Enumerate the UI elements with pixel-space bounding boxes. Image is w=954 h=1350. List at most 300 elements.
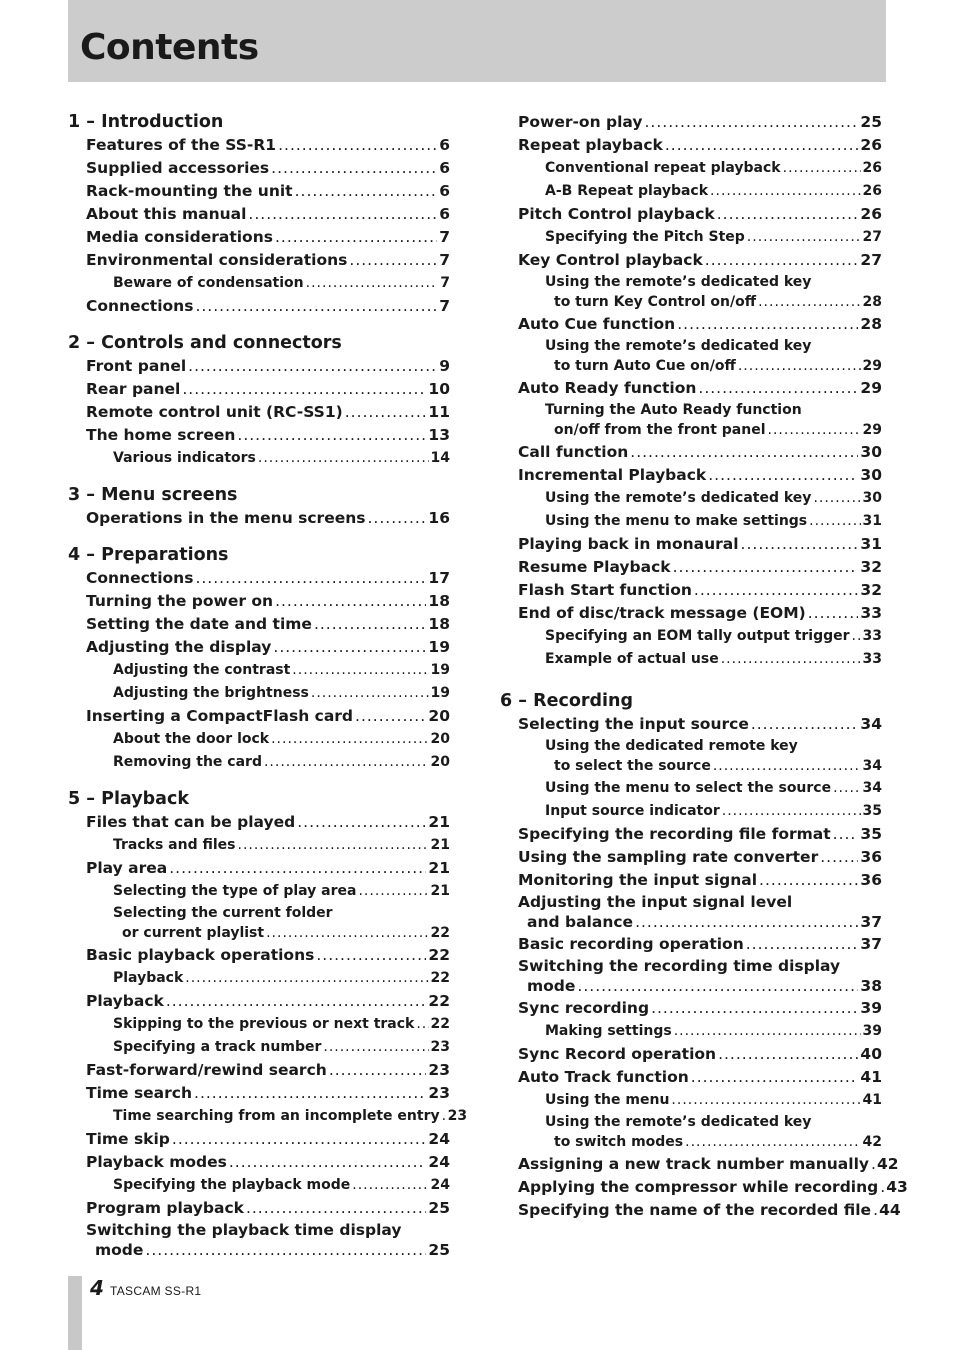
section-heading: 6 – Recording: [500, 691, 633, 711]
entry-page-number: 19: [430, 662, 450, 678]
toc-entry[interactable]: [500, 226, 882, 249]
entry-page-number: 29: [862, 422, 882, 438]
entry-title: Repeat playback: [518, 136, 663, 154]
toc-entry[interactable]: [68, 705, 450, 728]
entry-title: Specifying the recording file format: [518, 825, 831, 843]
entry-title-continued: mode: [527, 977, 576, 995]
entry-page-number: 21: [428, 813, 450, 831]
entry-title: Time searching from an incomplete entry: [113, 1108, 440, 1124]
dot-leader: [674, 1020, 861, 1043]
footer-bar: [68, 1276, 82, 1350]
entry-title: Specifying an EOM tally output trigger: [545, 628, 850, 644]
entry-title: Files that can be played: [86, 813, 296, 831]
toc-entry[interactable]: [500, 313, 882, 336]
entry-title: Using the menu to make settings: [545, 513, 808, 529]
toc-entry[interactable]: [500, 869, 882, 892]
entry-page-number: 32: [860, 581, 882, 599]
entry-page-number: 25: [428, 1241, 450, 1259]
entry-title: Using the remote’s dedicated key: [545, 1114, 812, 1130]
dot-leader: [651, 997, 858, 1020]
dot-leader: [195, 295, 437, 318]
toc-entry[interactable]: [500, 892, 882, 933]
entry-title: Key Control playback: [518, 251, 703, 269]
toc-entry[interactable]: [500, 464, 882, 487]
entry-title: A-B Repeat playback: [545, 183, 709, 199]
toc-entry[interactable]: [500, 377, 882, 400]
entry-title: Using the sampling rate converter: [518, 848, 819, 866]
dot-leader: [677, 313, 858, 336]
dot-leader: [367, 507, 426, 530]
entry-page-number: 34: [862, 780, 882, 796]
toc-entry[interactable]: [68, 203, 450, 226]
toc-entry[interactable]: [500, 134, 882, 157]
dot-leader: [747, 226, 861, 249]
dot-leader: [630, 441, 858, 464]
entry-title: Playing back in monaural: [518, 535, 739, 553]
toc-entry[interactable]: [68, 1220, 450, 1261]
entry-title: Remote control unit (RC-SS1): [86, 403, 343, 421]
entry-page-number: 19: [428, 638, 450, 656]
dot-leader: [746, 933, 859, 956]
toc-entry[interactable]: [500, 1176, 908, 1199]
dot-leader: [295, 180, 438, 203]
dot-leader: [783, 157, 861, 180]
toc-entry[interactable]: [500, 180, 882, 203]
dot-leader: [671, 1089, 860, 1112]
toc-entry[interactable]: [68, 1036, 450, 1059]
dot-leader: [238, 834, 429, 857]
entry-page-number: 39: [860, 999, 882, 1017]
entry-title: Playback modes: [86, 1153, 227, 1171]
toc-entry[interactable]: [500, 823, 882, 846]
entry-page-number: 37: [860, 913, 882, 931]
toc-entry[interactable]: [68, 1128, 450, 1151]
entry-title: Applying the compressor while recording: [518, 1178, 879, 1196]
entry-title: Auto Track function: [518, 1068, 689, 1086]
dot-leader: [645, 111, 859, 134]
entry-title: Incremental Playback: [518, 466, 707, 484]
toc-entry[interactable]: [500, 648, 882, 671]
entry-page-number: 6: [439, 182, 450, 200]
entry-title-continued: and balance: [527, 913, 634, 931]
toc-entry[interactable]: [68, 1197, 450, 1220]
dot-leader: [352, 1174, 428, 1197]
entry-page-number: 40: [860, 1045, 882, 1063]
entry-title: Call function: [518, 443, 629, 461]
entry-title: Connections: [86, 297, 194, 315]
entry-title: Switching the playback time display: [86, 1221, 402, 1239]
entry-page-number: 44: [879, 1201, 901, 1219]
toc-entry[interactable]: [500, 487, 882, 510]
entry-page-number: 23: [430, 1039, 450, 1055]
entry-title: Inserting a CompactFlash card: [86, 707, 354, 725]
entry-page-number: 27: [862, 229, 882, 245]
entry-page-number: 20: [430, 731, 450, 747]
toc-entry[interactable]: [500, 1112, 882, 1153]
page-title: Contents: [80, 27, 259, 68]
entry-title: Making settings: [545, 1023, 672, 1039]
dot-leader: [708, 464, 858, 487]
toc-entry[interactable]: [68, 728, 450, 751]
entry-title: Pitch Control playback: [518, 205, 715, 223]
dot-leader: [349, 249, 437, 272]
toc-section: [500, 111, 882, 671]
dot-leader: [195, 567, 426, 590]
entry-page-number: 19: [430, 685, 450, 701]
dot-leader: [820, 846, 858, 869]
toc-entry[interactable]: [68, 613, 450, 636]
toc-entry[interactable]: [68, 857, 450, 880]
toc-entry[interactable]: [68, 590, 450, 613]
entry-title: Conventional repeat playback: [545, 160, 781, 176]
dot-leader: [635, 912, 858, 932]
entry-page-number: 23: [428, 1061, 450, 1079]
toc-entry[interactable]: [68, 682, 450, 705]
dot-leader: [278, 134, 437, 157]
entry-title: Auto Ready function: [518, 379, 697, 397]
dot-leader: [314, 613, 426, 636]
toc-entry[interactable]: [68, 1105, 468, 1128]
entry-page-number: 30: [862, 490, 882, 506]
entry-page-number: 27: [860, 251, 882, 269]
dot-leader: [172, 1128, 427, 1151]
toc-entry[interactable]: [500, 997, 882, 1020]
toc-entry[interactable]: [500, 956, 882, 997]
dot-leader: [873, 1199, 877, 1222]
entry-page-number: 42: [862, 1134, 882, 1150]
entry-title: Media considerations: [86, 228, 273, 246]
dot-leader: [758, 292, 860, 312]
entry-page-number: 36: [860, 848, 882, 866]
entry-page-number: 22: [430, 1016, 450, 1032]
entry-title-continued: mode: [95, 1241, 144, 1259]
toc-entry[interactable]: [68, 967, 450, 990]
toc-entry[interactable]: [68, 157, 450, 180]
dot-leader: [316, 944, 426, 967]
toc-entry[interactable]: [68, 903, 450, 944]
dot-leader: [694, 579, 859, 602]
entry-page-number: 7: [439, 297, 450, 315]
entry-title: Using the menu: [545, 1092, 670, 1108]
toc-entry[interactable]: [500, 602, 882, 625]
entry-page-number: 20: [430, 754, 450, 770]
dot-leader: [329, 1059, 427, 1082]
entry-title: Setting the date and time: [86, 615, 312, 633]
dot-leader: [833, 823, 859, 846]
entry-page-number: 7: [440, 275, 450, 291]
entry-page-number: 39: [862, 1023, 882, 1039]
footer-page-number: 4: [90, 1276, 104, 1300]
toc-entry[interactable]: [500, 1066, 882, 1089]
entry-page-number: 10: [428, 380, 450, 398]
toc-entry[interactable]: [500, 400, 882, 441]
entry-page-number: 41: [862, 1092, 882, 1108]
entry-title: Power-on play: [518, 113, 643, 131]
entry-title: Sync recording: [518, 999, 650, 1017]
entry-title: Rack-mounting the unit: [86, 182, 293, 200]
entry-page-number: 20: [428, 707, 450, 725]
toc-entry[interactable]: [500, 579, 882, 602]
toc-entry[interactable]: [68, 880, 450, 903]
dot-leader: [759, 869, 858, 892]
entry-page-number: 31: [860, 535, 882, 553]
entry-page-number: 21: [428, 859, 450, 877]
dot-leader: [717, 203, 859, 226]
entry-title: Basic recording operation: [518, 935, 744, 953]
entry-page-number: 22: [430, 970, 450, 986]
toc-entry[interactable]: [68, 424, 450, 447]
entry-title: Sync Record operation: [518, 1045, 717, 1063]
toc-entry[interactable]: [500, 846, 882, 869]
section-heading: 3 – Menu screens: [68, 485, 238, 505]
dot-leader: [292, 659, 428, 682]
entry-page-number: 24: [428, 1153, 450, 1171]
toc-entry[interactable]: [500, 272, 882, 313]
footer-brand: TASCAM SS-R1: [110, 1284, 202, 1298]
entry-title: Adjusting the input signal level: [518, 893, 793, 911]
entry-page-number: 25: [428, 1199, 450, 1217]
toc-section: [68, 544, 450, 774]
toc-entry[interactable]: [68, 378, 450, 401]
entry-page-number: 42: [877, 1155, 899, 1173]
dot-leader: [166, 990, 427, 1013]
entry-title: Resume Playback: [518, 558, 671, 576]
entry-page-number: 26: [860, 136, 882, 154]
entry-title: Using the menu to select the source: [545, 780, 832, 796]
entry-title: End of disc/track message (EOM): [518, 604, 806, 622]
dot-leader: [698, 377, 858, 400]
dot-leader: [145, 1240, 426, 1260]
toc-entry[interactable]: [68, 507, 450, 530]
dot-leader: [577, 976, 858, 996]
entry-page-number: 29: [860, 379, 882, 397]
toc-entry[interactable]: [500, 1020, 882, 1043]
entry-title: Specifying the name of the recorded file: [518, 1201, 872, 1219]
entry-title: Using the remote’s dedicated key: [545, 338, 812, 354]
entry-title: Assigning a new track number manually: [518, 1155, 869, 1173]
toc-entry[interactable]: [68, 636, 450, 659]
entry-title: Removing the card: [113, 754, 262, 770]
dot-leader: [355, 705, 426, 728]
entry-page-number: 30: [860, 466, 882, 484]
entry-page-number: 22: [428, 992, 450, 1010]
toc-entry[interactable]: [500, 1043, 882, 1066]
entry-page-number: 41: [860, 1068, 882, 1086]
toc-entry[interactable]: [500, 1153, 899, 1176]
toc-entry[interactable]: [500, 1089, 882, 1112]
entry-page-number: 33: [862, 651, 882, 667]
toc-entry[interactable]: [68, 401, 450, 424]
entry-title: Playback: [113, 970, 184, 986]
entry-page-number: 18: [428, 615, 450, 633]
toc-entry[interactable]: [68, 180, 450, 203]
entry-title: Selecting the input source: [518, 715, 749, 733]
entry-title: Operations in the menu screens: [86, 509, 366, 527]
entry-title: Turning the power on: [86, 592, 274, 610]
toc-right-column: [500, 111, 908, 1222]
entry-page-number: 6: [439, 159, 450, 177]
toc-entry[interactable]: [68, 272, 450, 295]
toc-entry[interactable]: [68, 659, 450, 682]
toc-entry[interactable]: [500, 336, 882, 377]
entry-title: Features of the SS-R1: [86, 136, 277, 154]
dot-leader: [275, 226, 437, 249]
entry-title: Time skip: [86, 1130, 170, 1148]
entry-title: About the door lock: [113, 731, 270, 747]
toc-entry[interactable]: [68, 355, 450, 378]
dot-leader: [721, 648, 861, 671]
entry-page-number: 16: [428, 509, 450, 527]
toc-entry[interactable]: [68, 1151, 450, 1174]
toc-left-column: [68, 111, 468, 1261]
dot-leader: [880, 1176, 884, 1199]
dot-leader: [442, 1105, 446, 1128]
entry-page-number: 26: [860, 205, 882, 223]
entry-page-number: 18: [428, 592, 450, 610]
entry-page-number: 7: [439, 251, 450, 269]
entry-title: Connections: [86, 569, 194, 587]
entry-page-number: 29: [862, 358, 882, 374]
toc-section: [68, 332, 450, 470]
entry-page-number: 24: [430, 1177, 450, 1193]
toc-entry[interactable]: [500, 800, 882, 823]
toc-entry[interactable]: [500, 203, 882, 226]
entry-page-number: 32: [860, 558, 882, 576]
entry-title: Specifying the playback mode: [113, 1177, 351, 1193]
entry-page-number: 7: [439, 228, 450, 246]
entry-title: Specifying a track number: [113, 1039, 322, 1055]
toc-entry[interactable]: [68, 990, 450, 1013]
entry-page-number: 43: [886, 1178, 908, 1196]
entry-title: Auto Cue function: [518, 315, 676, 333]
dot-leader: [871, 1153, 875, 1176]
entry-title-continued: to select the source: [554, 758, 711, 774]
toc-entry[interactable]: [68, 1174, 450, 1197]
toc-entry[interactable]: [68, 295, 450, 318]
toc-entry[interactable]: [500, 1199, 901, 1222]
entry-page-number: 34: [862, 758, 882, 774]
entry-page-number: 23: [428, 1084, 450, 1102]
dot-leader: [705, 249, 859, 272]
entry-title: About this manual: [86, 205, 247, 223]
entry-page-number: 22: [430, 925, 450, 941]
dot-leader: [741, 533, 859, 556]
toc-section: [68, 111, 450, 318]
section-heading: 5 – Playback: [68, 789, 189, 809]
toc-entry[interactable]: [68, 134, 450, 157]
dot-leader: [266, 923, 428, 943]
entry-page-number: 22: [428, 946, 450, 964]
entry-title: Supplied accessories: [86, 159, 270, 177]
entry-page-number: 36: [860, 871, 882, 889]
entry-title: Specifying the Pitch Step: [545, 229, 745, 245]
entry-title: Input source indicator: [545, 803, 720, 819]
entry-title: Tracks and files: [113, 837, 236, 853]
dot-leader: [264, 751, 429, 774]
toc-entry[interactable]: [500, 556, 882, 579]
toc-entry[interactable]: [500, 713, 882, 736]
entry-page-number: 6: [439, 136, 450, 154]
entry-title: Adjusting the display: [86, 638, 272, 656]
toc-entry[interactable]: [68, 1059, 450, 1082]
toc-section: [68, 484, 450, 530]
dot-leader: [768, 420, 861, 440]
entry-title: Using the dedicated remote key: [545, 738, 798, 754]
toc-entry[interactable]: [68, 1013, 450, 1036]
toc-entry[interactable]: [500, 736, 882, 777]
entry-title: Flash Start function: [518, 581, 692, 599]
dot-leader: [258, 447, 429, 470]
toc-entry[interactable]: [68, 1082, 450, 1105]
entry-title-continued: or current playlist: [122, 925, 265, 941]
toc-entry[interactable]: [68, 751, 450, 774]
entry-page-number: 34: [860, 715, 882, 733]
dot-leader: [813, 487, 860, 510]
entry-page-number: 24: [428, 1130, 450, 1148]
dot-leader: [358, 880, 428, 903]
header-band: [68, 0, 886, 82]
dot-leader: [809, 510, 860, 533]
dot-leader: [271, 728, 428, 751]
dot-leader: [273, 636, 426, 659]
dot-leader: [182, 378, 426, 401]
dot-leader: [722, 800, 861, 823]
dot-leader: [691, 1066, 859, 1089]
toc-entry[interactable]: [500, 777, 882, 800]
entry-title: Front panel: [86, 357, 187, 375]
entry-page-number: 23: [447, 1108, 468, 1124]
toc-entry[interactable]: [500, 510, 882, 533]
toc-entry[interactable]: [500, 249, 882, 272]
entry-title: Beware of condensation: [113, 275, 304, 291]
entry-title: Using the remote’s dedicated key: [545, 274, 812, 290]
toc-entry[interactable]: [500, 441, 882, 464]
entry-page-number: 33: [862, 628, 882, 644]
toc-entry[interactable]: [500, 157, 882, 180]
dot-leader: [306, 272, 439, 295]
entry-page-number: 31: [862, 513, 882, 529]
entry-title: Selecting the type of play area: [113, 883, 357, 899]
toc-entry[interactable]: [68, 834, 450, 857]
toc-entry[interactable]: [68, 811, 450, 834]
toc-entry[interactable]: [68, 944, 450, 967]
entry-page-number: 14: [430, 450, 450, 466]
entry-page-number: 35: [860, 825, 882, 843]
dot-leader: [229, 1151, 427, 1174]
entry-page-number: 30: [860, 443, 882, 461]
toc-entry[interactable]: [500, 111, 882, 134]
toc-entry[interactable]: [68, 567, 450, 590]
entry-title-continued: to turn Key Control on/off: [554, 294, 757, 310]
toc-entry[interactable]: [500, 625, 882, 648]
entry-title: Program playback: [86, 1199, 244, 1217]
dot-leader: [673, 556, 859, 579]
toc-entry[interactable]: [500, 933, 882, 956]
toc-entry[interactable]: [68, 226, 450, 249]
toc-entry[interactable]: [68, 447, 450, 470]
entry-title: Play area: [86, 859, 168, 877]
entry-title: Switching the recording time display: [518, 957, 841, 975]
toc-entry[interactable]: [500, 533, 882, 556]
entry-page-number: 37: [860, 935, 882, 953]
toc-entry[interactable]: [68, 249, 450, 272]
dot-leader: [665, 134, 859, 157]
dot-leader: [248, 203, 437, 226]
entry-page-number: 9: [439, 357, 450, 375]
toc-section: [68, 788, 468, 1261]
entry-title: Turning the Auto Ready function: [545, 402, 802, 418]
dot-leader: [297, 811, 426, 834]
